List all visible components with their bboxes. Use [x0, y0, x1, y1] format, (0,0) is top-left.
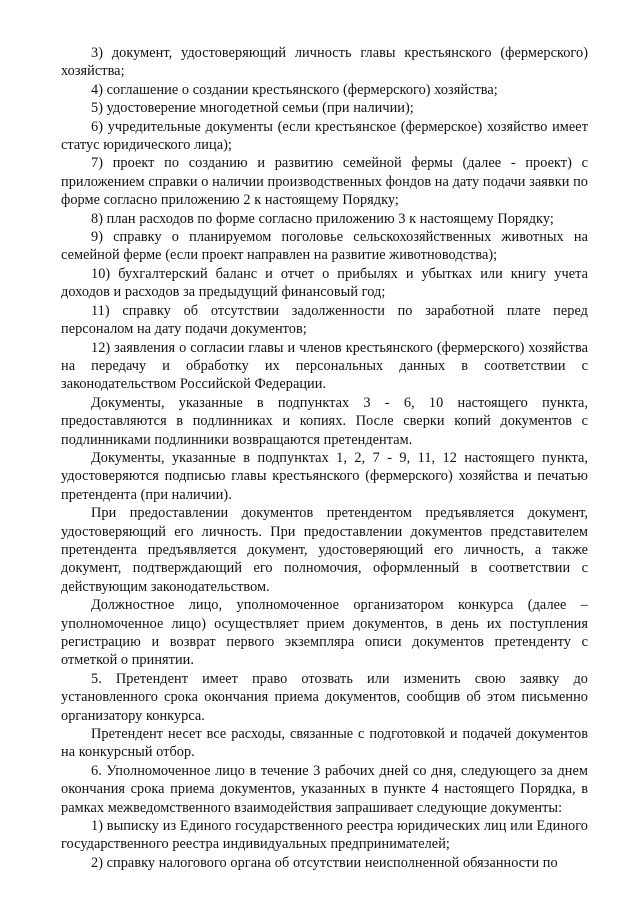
paragraph-item-3: 3) документ, удостоверяющий личность главы крестьянского (фермерского) хозяйства;: [61, 45, 588, 80]
paragraph-item-9: 9) справку о планируемом поголовье сельскохозяйственных животных на семейной ферме (если проект направлен на развитие животноводства);: [61, 229, 588, 264]
paragraph-section-5: 5. Претендент имеет право отозвать или изменить свою заявку до установленного срока окончания приема документов, сообщив об этом письменно организатору конкурса.: [61, 670, 588, 724]
paragraph-item-12: 12) заявления о согласии главы и членов крестьянского (фермерского) хозяйства на передачу и обработку их персональных данных в соответствии с законодательством Российской Федерации.: [61, 339, 588, 393]
paragraph-item-7: 7) проект по созданию и развитию семейной фермы (далее - проект) с приложением справки о наличии производственных фондов на дату подачи заявки по форме согласно приложению 2 к настоящему Порядку;: [61, 155, 588, 209]
paragraph-item-5: 5) удостоверение многодетной семьи (при наличии);: [91, 100, 414, 117]
paragraph-request-item-1: 1) выписку из Единого государственного реестра юридических лиц или Единого государственного реестра индивидуальных предпринимателей;: [61, 818, 588, 853]
paragraph-signature-seal: Документы, указанные в подпунктах 1, 2, 7 - 9, 11, 12 настоящего пункта, удостоверяются подписью главы крестьянского (фермерского) хозяйства и печатью претендента (при наличии).: [61, 449, 588, 503]
paragraph-expenses: Претендент несет все расходы, связанные с подготовкой и подачей документов на конкурсный отбор.: [61, 726, 588, 761]
paragraph-item-11: 11) справку об отсутствии задолженности по заработной плате перед персоналом на дату подачи документов;: [61, 302, 588, 338]
paragraph-request-item-2: 2) справку налогового органа об отсутствии неисполненной обязанности по: [91, 854, 558, 871]
paragraph-item-10: 10) бухгалтерский баланс и отчет о прибылях и убытках или книгу учета доходов и расходов за предыдущий финансовый год;: [61, 265, 588, 301]
paragraph-identity-document: При предоставлении документов претендентом предъявляется документ, удостоверяющий его личность. При предоставлении документов представителем претендента предъявляется документ, удостоверяющий его личность, а также документ, подтверждающий его полномочия, оформленный в соответствии с действующим законодательством.: [61, 505, 588, 595]
paragraph-item-6: 6) учредительные документы (если крестьянское (фермерское) хозяйство имеет статус юридического лица);: [61, 118, 588, 154]
paragraph-section-6: 6. Уполномоченное лицо в течение 3 рабочих дней со дня, следующего за днем окончания срока приема документов, указанных в пункте 4 настоящего Порядка, в рамках межведомственного взаимодействия запрашивает следующие документы:: [61, 762, 588, 816]
paragraph-authorized-person: Должностное лицо, уполномоченное организатором конкурса (далее – уполномоченное лицо) осуществляет прием документов, в день их поступления регистрацию и возврат первого экземпляра описи документов претенденту с отметкой о принятии.: [61, 597, 588, 669]
paragraph-item-8: 8) план расходов по форме согласно приложению 3 к настоящему Порядку;: [91, 210, 554, 227]
paragraph-originals-copies: Документы, указанные в подпунктах 3 - 6, 10 настоящего пункта, предоставляются в подлинниках и копиях. После сверки копий документов с подлинниками подлинники возвращаются претендентам.: [61, 394, 588, 448]
paragraph-item-4: 4) соглашение о создании крестьянского (фермерского) хозяйства;: [91, 81, 498, 98]
